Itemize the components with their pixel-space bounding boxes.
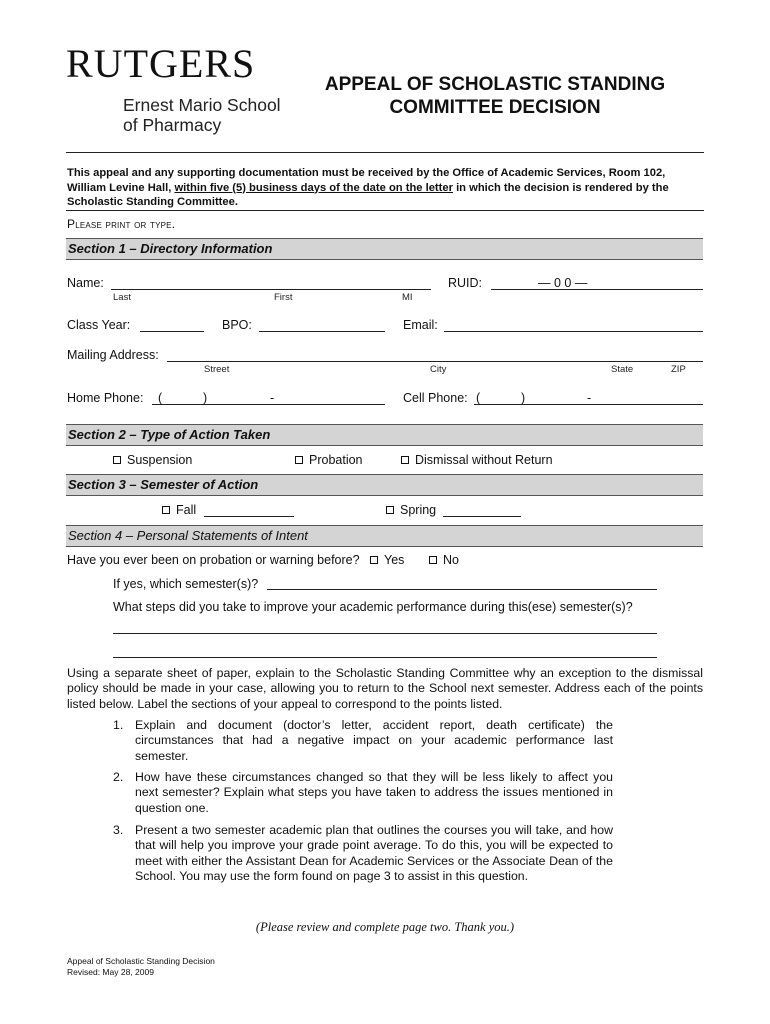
print-instruction: Please print or type. xyxy=(67,217,176,231)
page-title-line1: APPEAL OF SCHOLASTIC STANDING xyxy=(324,74,666,95)
email-field[interactable] xyxy=(444,331,703,332)
school-name-line1: Ernest Mario School xyxy=(123,95,281,115)
last-name-caption: Last xyxy=(113,292,131,303)
submission-notice xyxy=(67,166,707,210)
steps-answer-line-2[interactable] xyxy=(113,657,657,658)
fall-label: Fall xyxy=(176,503,197,517)
section1-header xyxy=(66,238,703,260)
bpo-label: BPO: xyxy=(222,318,252,332)
spring-label: Spring xyxy=(400,503,437,517)
probation-label: Probation xyxy=(309,453,363,467)
probation-checkbox[interactable] xyxy=(295,456,303,464)
section2-header xyxy=(66,424,703,446)
section3-title: Section 3 – Semester of Action xyxy=(68,477,259,492)
home-phone-field[interactable] xyxy=(152,404,385,405)
dismissal-label: Dismissal without Return xyxy=(415,453,553,467)
class-year-label: Class Year: xyxy=(67,318,131,332)
no-checkbox[interactable] xyxy=(429,556,437,564)
probation-question: Have you ever been on probation or warning before? xyxy=(67,553,360,567)
city-caption: City xyxy=(430,364,447,375)
mailing-address-label: Mailing Address: xyxy=(67,348,159,362)
rutgers-logo: RUTGERS xyxy=(66,41,256,86)
street-caption: Street xyxy=(204,364,230,375)
home-phone-label: Home Phone: xyxy=(67,391,144,405)
email-label: Email: xyxy=(403,318,438,332)
spring-checkbox[interactable] xyxy=(386,506,394,514)
yes-option[interactable] xyxy=(370,553,404,567)
fall-checkbox[interactable] xyxy=(162,506,170,514)
notice-part1: This appeal and any supporting documentation must be received by the Office of Academic Services, Room 102, William Levine Hall, xyxy=(67,167,666,194)
dismissal-checkbox[interactable] xyxy=(401,456,409,464)
closing-note: (Please review and complete page two. Thank you.) xyxy=(255,920,515,934)
section3-header xyxy=(66,474,703,496)
home-phone-open-paren: ( xyxy=(158,391,163,405)
zip-caption: ZIP xyxy=(671,364,686,375)
yes-label: Yes xyxy=(384,553,405,567)
ruid-field[interactable] xyxy=(491,289,703,290)
no-option[interactable] xyxy=(429,553,459,567)
footer-title: Appeal of Scholastic Standing Decision xyxy=(67,956,215,966)
bpo-field[interactable] xyxy=(259,331,385,332)
section4-header xyxy=(66,525,703,547)
point-2-number: 2. xyxy=(113,770,124,784)
class-year-field[interactable] xyxy=(140,331,204,332)
spring-option[interactable] xyxy=(386,503,436,517)
notice-part2: in which the decision is rendered by the Scholastic Standing Committee. xyxy=(67,181,669,208)
first-name-caption: First xyxy=(274,292,293,303)
home-phone-dash: - xyxy=(270,391,275,405)
home-phone-close-paren: ) xyxy=(203,391,208,405)
appeal-instructions: Using a separate sheet of paper, explain to the Scholastic Standing Committee why an exception to the dismissal policy should be made in your case, allowing you to return to the School next semester. Address each of the points listed below. Label the sections of your appeal to correspond to the points listed. xyxy=(67,666,703,711)
section2-title: Section 2 – Type of Action Taken xyxy=(68,427,271,442)
section1-title: Section 1 – Directory Information xyxy=(68,241,273,256)
fall-option[interactable] xyxy=(162,503,196,517)
mi-caption: MI xyxy=(402,292,413,303)
school-name-line2: of Pharmacy xyxy=(123,115,222,135)
page-title-line2: COMMITTEE DECISION xyxy=(389,97,601,118)
ruid-label: RUID: xyxy=(448,276,483,290)
no-label: No xyxy=(443,553,459,567)
footer-revised: Revised: May 28, 2009 xyxy=(67,967,154,977)
dismissal-option[interactable] xyxy=(401,453,553,467)
steps-answer-line-1[interactable] xyxy=(113,633,657,634)
cell-phone-dash: - xyxy=(587,391,592,405)
which-semesters-field[interactable] xyxy=(267,589,657,590)
cell-phone-close-paren: ) xyxy=(521,391,526,405)
suspension-option[interactable] xyxy=(113,453,192,467)
notice-divider xyxy=(66,210,704,211)
steps-question: What steps did you take to improve your academic performance during this(ese) semester(s)? xyxy=(113,600,633,614)
name-field[interactable] xyxy=(111,289,431,290)
name-label: Name: xyxy=(67,276,104,290)
point-3-text: Present a two semester academic plan that outlines the courses you will take, and how that will help you improve your grade point average. To do this, you will be expected to meet with either the Assistant Dean for Academic Services or the Associate Dean of the School. You may use the form found on page 3 to assist in this question. xyxy=(135,823,613,883)
fall-year-field[interactable] xyxy=(204,516,294,517)
which-semesters-label: If yes, which semester(s)? xyxy=(113,577,259,591)
yes-checkbox[interactable] xyxy=(370,556,378,564)
probation-option[interactable] xyxy=(295,453,363,467)
notice-deadline: within five (5) business days of the date on the letter xyxy=(174,181,453,194)
section4-title: Section 4 – Personal Statements of Intent xyxy=(68,528,308,543)
mailing-address-field[interactable] xyxy=(167,361,703,362)
point-3-number: 3. xyxy=(113,823,124,837)
cell-phone-open-paren: ( xyxy=(476,391,481,405)
header-divider xyxy=(66,152,704,153)
point-1-text: Explain and document (doctor’s letter, accident report, death certificate) the circumstances that had a negative impact on your academic performance last semester. xyxy=(135,718,613,763)
point-2-text: How have these circumstances changed so that they will be less likely to affect you next semester? Explain what steps you have taken to address the issues mentioned in question one. xyxy=(135,770,613,815)
ruid-prefill: — 0 0 — xyxy=(538,276,588,290)
cell-phone-label: Cell Phone: xyxy=(403,391,468,405)
state-caption: State xyxy=(611,364,634,375)
suspension-label: Suspension xyxy=(127,453,193,467)
point-1-number: 1. xyxy=(113,718,124,732)
suspension-checkbox[interactable] xyxy=(113,456,121,464)
spring-year-field[interactable] xyxy=(443,516,521,517)
